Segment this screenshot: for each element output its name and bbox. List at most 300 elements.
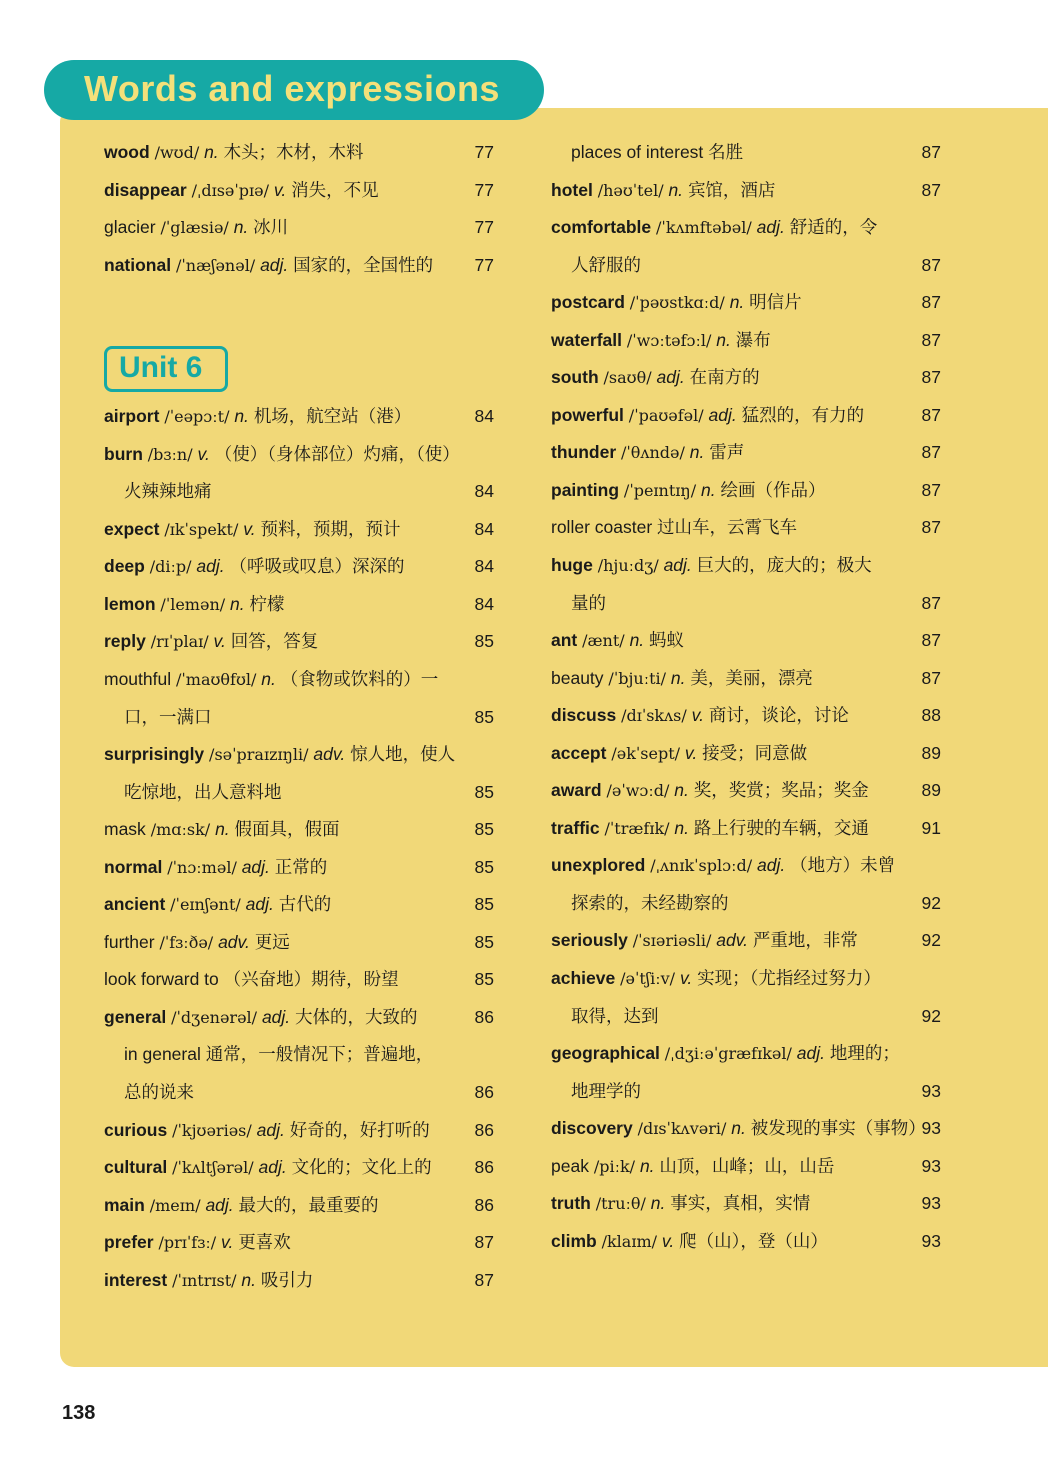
definition: 探索的，未经勘察的 xyxy=(571,892,729,913)
page-ref: 86 xyxy=(474,1194,494,1215)
phonetic: /ænt/ xyxy=(582,631,625,651)
definition: 山顶，山峰；山，山岳 xyxy=(659,1155,835,1176)
part-of-speech: adv. xyxy=(313,744,346,765)
vocab-entry xyxy=(551,885,941,923)
word: glacier xyxy=(104,217,156,238)
vocab-entry xyxy=(551,735,941,773)
word: mouthful xyxy=(104,669,172,690)
part-of-speech: n. xyxy=(233,217,249,238)
phonetic: /meɪn/ xyxy=(149,1195,201,1215)
word: look forward to xyxy=(104,969,219,990)
vocab-entry xyxy=(551,172,941,210)
phonetic: /ˈmaʊθfʊl/ xyxy=(176,670,257,690)
definition: 在南方的 xyxy=(689,367,760,388)
unit-label: Unit 6 xyxy=(119,351,203,385)
vocab-entry xyxy=(551,1073,941,1111)
page-ref: 84 xyxy=(474,556,494,577)
entry-text xyxy=(104,134,364,172)
vocab-entry xyxy=(551,284,941,322)
entry-text xyxy=(551,1223,828,1261)
entry-text xyxy=(104,999,418,1037)
left-column xyxy=(104,134,494,1299)
headword: lemon xyxy=(104,593,156,614)
phonetic: /ˈsɪəriəsli/ xyxy=(632,931,712,951)
phonetic: /hjuːdʒ/ xyxy=(597,556,659,576)
vocab-entry xyxy=(551,810,941,848)
phonetic: /ˈkjʊəriəs/ xyxy=(172,1120,252,1140)
entry-text xyxy=(104,811,340,849)
headword: award xyxy=(551,780,602,801)
definition: 最大的，最重要的 xyxy=(238,1194,379,1215)
part-of-speech: adj. xyxy=(261,1006,291,1027)
page-ref: 93 xyxy=(921,1155,941,1176)
entry-text xyxy=(571,998,659,1036)
phonetic: /mɑːsk/ xyxy=(150,820,211,840)
headword: reply xyxy=(104,631,146,652)
entry-text xyxy=(551,960,881,998)
vocab-entry xyxy=(551,960,941,998)
definition: 猛烈的，有力的 xyxy=(741,404,865,425)
page-ref: 87 xyxy=(921,592,941,613)
vocab-entry xyxy=(551,209,941,247)
definition: 瀑布 xyxy=(735,329,771,350)
definition: 总的说来 xyxy=(124,1082,194,1103)
page-ref: 85 xyxy=(474,969,494,990)
word: roller coaster xyxy=(551,517,653,538)
page-ref: 93 xyxy=(921,1118,941,1139)
phonetic: /dɪˈskʌs/ xyxy=(621,706,687,726)
part-of-speech: v. xyxy=(221,1232,234,1253)
entry-text xyxy=(571,134,743,172)
vocab-entry xyxy=(551,772,941,810)
definition: （兴奋地）期待，盼望 xyxy=(223,969,399,990)
phonetic: /ɪkˈspekt/ xyxy=(164,519,239,539)
headword: surprisingly xyxy=(104,744,205,765)
entry-text xyxy=(104,548,404,586)
phonetic: /səˈpraɪzɪŋli/ xyxy=(209,745,309,765)
definition: 事实，真相，实情 xyxy=(670,1193,811,1214)
phonetic: /ˈkʌltʃərəl/ xyxy=(172,1158,254,1178)
phonetic: /wʊd/ xyxy=(154,143,200,162)
definition: 文化的；文化上的 xyxy=(291,1157,432,1178)
phonetic: /əkˈsept/ xyxy=(611,743,681,763)
page-ref: 77 xyxy=(474,179,494,200)
definition: 美，美丽，漂亮 xyxy=(690,667,813,688)
page-ref: 86 xyxy=(474,1082,494,1103)
word: beauty xyxy=(551,667,604,688)
vocab-entry xyxy=(551,1148,941,1186)
definition: 商讨，谈论，讨论 xyxy=(708,705,849,726)
definition: 路上行驶的车辆，交通 xyxy=(693,817,869,838)
entry-text xyxy=(571,585,606,623)
vocab-entry xyxy=(551,547,941,585)
part-of-speech: n. xyxy=(230,593,245,614)
phonetic: /rɪˈplaɪ/ xyxy=(150,632,209,652)
entry-text xyxy=(551,209,877,247)
entry-text xyxy=(104,623,318,661)
entry-text xyxy=(104,172,379,210)
definition: 火辣辣地痛 xyxy=(124,481,212,502)
entry-text xyxy=(124,699,212,737)
entry-text xyxy=(551,172,775,210)
part-of-speech: n. xyxy=(639,1155,655,1176)
definition: 吸引力 xyxy=(260,1269,314,1290)
vocab-entry xyxy=(104,1262,494,1300)
page-ref: 86 xyxy=(474,1119,494,1140)
vocab-entry xyxy=(551,622,941,660)
page-ref: 87 xyxy=(921,442,941,463)
vocab-entry xyxy=(551,697,941,735)
headword: curious xyxy=(104,1119,168,1140)
part-of-speech: n. xyxy=(731,1118,746,1139)
headword: expect xyxy=(104,518,160,539)
entry-text xyxy=(551,472,825,510)
phonetic: /ˈwɔːtəfɔːl/ xyxy=(626,330,712,350)
part-of-speech: adj. xyxy=(260,254,289,275)
part-of-speech: adj. xyxy=(708,404,737,425)
definition: 机场，航空站（港） xyxy=(253,406,412,427)
page-ref: 87 xyxy=(921,630,941,651)
entry-text xyxy=(104,436,460,474)
page-ref: 85 xyxy=(474,819,494,840)
part-of-speech: adj. xyxy=(656,367,685,388)
right-column xyxy=(551,134,941,1260)
entry-text xyxy=(551,1035,900,1073)
headword: achieve xyxy=(551,968,616,989)
definition: 冰川 xyxy=(253,217,289,238)
headword: prefer xyxy=(104,1232,154,1253)
headword: discovery xyxy=(551,1118,633,1139)
definition: （食物或饮料的）一 xyxy=(280,669,439,690)
part-of-speech: adv. xyxy=(218,931,250,952)
page-ref: 87 xyxy=(921,142,941,162)
entry-text xyxy=(551,810,869,848)
phonetic: /ˈpeɪntɪŋ/ xyxy=(623,480,697,500)
phonetic: /klaɪm/ xyxy=(601,1231,658,1251)
phonetic: /ˌʌnɪkˈsplɔːd/ xyxy=(650,856,753,876)
word: places of interest xyxy=(571,142,704,162)
word: peak xyxy=(551,1155,589,1176)
page-ref: 77 xyxy=(474,142,494,162)
headword: geographical xyxy=(551,1043,660,1064)
headword: accept xyxy=(551,742,607,763)
page-ref: 85 xyxy=(474,856,494,877)
headword: climb xyxy=(551,1230,597,1251)
page-ref: 85 xyxy=(474,894,494,915)
page-ref: 92 xyxy=(921,930,941,951)
entry-text xyxy=(551,697,849,735)
headword: main xyxy=(104,1194,145,1215)
part-of-speech: v. xyxy=(213,631,226,652)
headword: national xyxy=(104,254,172,275)
headword: discuss xyxy=(551,705,617,726)
part-of-speech: adj. xyxy=(245,894,274,915)
phonetic: /ˈnɔːməl/ xyxy=(167,857,237,877)
vocab-entry xyxy=(551,247,941,285)
headword: thunder xyxy=(551,442,617,463)
vocab-entry xyxy=(551,322,941,360)
part-of-speech: adj. xyxy=(796,1043,825,1064)
definition: 正常的 xyxy=(274,856,328,877)
definition: 回答，答复 xyxy=(230,631,319,652)
page-ref: 93 xyxy=(921,1193,941,1214)
vocab-entry xyxy=(551,509,941,547)
phonetic: /diːp/ xyxy=(149,557,192,577)
phonetic: /ˌdʒiːəˈgræfɪkəl/ xyxy=(664,1044,792,1064)
definition: 国家的，全国性的 xyxy=(293,254,434,275)
part-of-speech: v. xyxy=(661,1230,675,1251)
vocab-entry xyxy=(104,1224,494,1262)
page-ref: 77 xyxy=(474,254,494,275)
page-ref: 86 xyxy=(474,1157,494,1178)
phonetic: /piːk/ xyxy=(593,1156,636,1176)
definition: 口，一满口 xyxy=(124,706,212,727)
vocab-entry xyxy=(551,1223,941,1261)
entry-text xyxy=(104,1262,313,1300)
part-of-speech: n. xyxy=(670,667,686,688)
part-of-speech: n. xyxy=(241,1269,257,1290)
phonetic: /ˈeəpɔːt/ xyxy=(164,407,230,427)
entry-text xyxy=(551,1110,926,1148)
definition: 吃惊地，出人意料地 xyxy=(124,781,282,802)
headword: ancient xyxy=(104,894,166,915)
entry-text xyxy=(551,359,760,397)
headword: airport xyxy=(104,406,160,427)
phonetic: /bɜːn/ xyxy=(147,444,193,464)
entry-text xyxy=(571,885,729,923)
phonetic: /ˈglæsiə/ xyxy=(160,218,229,238)
vocab-entry xyxy=(104,849,494,887)
definition: （呼吸或叹息）深深的 xyxy=(229,556,405,577)
page-ref: 87 xyxy=(474,1269,494,1290)
vocab-entry xyxy=(551,397,941,435)
part-of-speech: v. xyxy=(197,443,210,464)
vocab-entry xyxy=(104,999,494,1037)
vocab-entry xyxy=(104,209,494,247)
part-of-speech: adj. xyxy=(196,556,225,577)
headword: hotel xyxy=(551,179,593,200)
entry-text xyxy=(104,1149,432,1187)
entry-text xyxy=(571,1073,641,1111)
phonetic: /həʊˈtel/ xyxy=(597,180,664,200)
part-of-speech: n. xyxy=(629,630,645,651)
page-ref: 87 xyxy=(921,367,941,388)
definition: 蚂蚁 xyxy=(649,630,685,651)
part-of-speech: adj. xyxy=(256,1119,285,1140)
vocab-list-right xyxy=(551,134,941,1260)
vocab-entry xyxy=(104,1036,494,1074)
entry-text xyxy=(104,209,288,247)
definition: 假面具，假面 xyxy=(234,819,340,840)
entry-text xyxy=(104,511,400,549)
part-of-speech: v. xyxy=(273,179,287,200)
definition: 地理的； xyxy=(829,1043,900,1064)
part-of-speech: adj. xyxy=(241,856,270,877)
vocab-entry xyxy=(104,961,494,999)
headword: postcard xyxy=(551,292,625,313)
phonetic: /əˈwɔːd/ xyxy=(606,781,670,801)
entry-text xyxy=(551,397,864,435)
entry-text xyxy=(571,247,641,285)
headword: disappear xyxy=(104,179,187,200)
phonetic: /truːθ/ xyxy=(595,1194,646,1214)
part-of-speech: n. xyxy=(668,179,684,200)
phonetic: /ˈɪntrɪst/ xyxy=(172,1270,237,1290)
entry-text xyxy=(551,622,684,660)
phonetic: /ˈlemən/ xyxy=(160,594,226,614)
page-ref: 87 xyxy=(921,667,941,688)
definition: 绘画（作品） xyxy=(720,479,826,500)
definition: 被发现的事实（事物） xyxy=(750,1118,926,1139)
page-ref: 85 xyxy=(474,631,494,652)
definition: 奖，奖赏；奖品；奖金 xyxy=(693,780,869,801)
phonetic: /ˈbjuːti/ xyxy=(608,668,667,688)
page-ref: 89 xyxy=(921,780,941,801)
headword: truth xyxy=(551,1193,591,1214)
entry-text xyxy=(104,1112,430,1150)
page-ref: 84 xyxy=(474,593,494,614)
page-ref: 87 xyxy=(474,1232,494,1253)
part-of-speech: adv. xyxy=(716,930,749,951)
page-ref: 85 xyxy=(474,781,494,802)
word: mask xyxy=(104,819,146,840)
vocab-entry xyxy=(104,736,494,774)
entry-text xyxy=(551,1148,834,1186)
phonetic: /ˈdʒenərəl/ xyxy=(171,1007,258,1027)
vocab-entry xyxy=(551,472,941,510)
vocab-entry xyxy=(551,1110,941,1148)
definition: 严重地，非常 xyxy=(752,930,858,951)
headword: huge xyxy=(551,555,593,576)
spacer xyxy=(104,284,494,346)
part-of-speech: adj. xyxy=(756,855,786,876)
vocab-entry xyxy=(104,811,494,849)
unit-badge xyxy=(104,346,228,392)
part-of-speech: v. xyxy=(243,518,256,539)
page-ref: 87 xyxy=(921,292,941,313)
phonetic: /ˈpaʊəfəl/ xyxy=(628,405,704,425)
vocab-entry xyxy=(104,247,494,285)
vocab-entry xyxy=(551,359,941,397)
headword: seriously xyxy=(551,930,628,951)
page-ref: 84 xyxy=(474,406,494,427)
definition: 人舒服的 xyxy=(571,254,641,275)
vocab-entry xyxy=(104,586,494,624)
headword: burn xyxy=(104,443,143,464)
part-of-speech: adj. xyxy=(258,1157,287,1178)
page-ref: 77 xyxy=(474,217,494,238)
vocab-entry xyxy=(551,998,941,1036)
headword: comfortable xyxy=(551,217,652,238)
phonetic: /ˈeɪnʃənt/ xyxy=(170,895,241,915)
definition: 更远 xyxy=(254,931,290,952)
entry-text xyxy=(104,886,331,924)
definition: 取得，达到 xyxy=(571,1005,659,1026)
vocab-entry xyxy=(551,585,941,623)
phonetic: /ˈpəʊstkɑːd/ xyxy=(629,293,725,313)
part-of-speech: n. xyxy=(215,819,230,840)
entry-text xyxy=(551,922,858,960)
definition: 通常，一般情况下；普遍地， xyxy=(205,1044,434,1065)
page-ref: 92 xyxy=(921,892,941,913)
vocab-entry xyxy=(551,847,941,885)
page-ref: 92 xyxy=(921,1005,941,1026)
page-ref: 85 xyxy=(474,931,494,952)
vocab-entry xyxy=(104,661,494,699)
definition: 预料，预期，预计 xyxy=(260,518,401,539)
page-number: 138 xyxy=(62,1402,96,1424)
definition: 木头；木材，木料 xyxy=(223,142,364,162)
page-ref: 88 xyxy=(921,705,941,726)
part-of-speech: n. xyxy=(261,669,276,690)
entry-text xyxy=(551,547,872,585)
vocab-entry xyxy=(104,1149,494,1187)
phonetic: /ˈθʌndə/ xyxy=(621,443,685,463)
part-of-speech: adj. xyxy=(663,555,692,576)
part-of-speech: n. xyxy=(674,817,690,838)
vocab-entry xyxy=(104,774,494,812)
definition: 名胜 xyxy=(708,142,744,162)
entry-text xyxy=(551,847,895,885)
definition: 实现；（尤指经过努力） xyxy=(697,968,881,989)
vocab-entry xyxy=(551,134,941,172)
entry-text xyxy=(104,586,285,624)
vocab-entry xyxy=(104,886,494,924)
part-of-speech: n. xyxy=(204,142,219,162)
vocab-entry xyxy=(551,1185,941,1223)
definition: 巨大的，庞大的；极大 xyxy=(696,555,872,576)
definition: 过山车，云霄飞车 xyxy=(657,517,798,538)
entry-text xyxy=(104,398,411,436)
headword: south xyxy=(551,367,599,388)
entry-text xyxy=(551,772,869,810)
phonetic: /ˈtræfɪk/ xyxy=(604,818,670,838)
headword: traffic xyxy=(551,817,600,838)
vocab-entry xyxy=(104,1187,494,1225)
definition: （使）（身体部位）灼痛，（使） xyxy=(214,443,460,464)
vocab-entry xyxy=(104,1074,494,1112)
phonetic: /dɪsˈkʌvəri/ xyxy=(637,1119,727,1139)
headword: waterfall xyxy=(551,329,622,350)
part-of-speech: n. xyxy=(700,479,716,500)
phonetic: /ˈfɜːðə/ xyxy=(159,932,214,952)
page-ref: 89 xyxy=(921,742,941,763)
part-of-speech: n. xyxy=(234,406,249,427)
page-ref: 87 xyxy=(921,517,941,538)
entry-text xyxy=(551,509,797,547)
vocab-list-continued xyxy=(104,134,494,284)
definition: 古代的 xyxy=(278,894,332,915)
section-title: Words and expressions xyxy=(84,68,500,109)
part-of-speech: n. xyxy=(689,442,705,463)
definition: 爬（山），登（山） xyxy=(679,1230,828,1251)
definition: 柠檬 xyxy=(249,593,285,614)
entry-text xyxy=(104,849,327,887)
part-of-speech: n. xyxy=(674,780,689,801)
phonetic: /saʊθ/ xyxy=(603,368,652,388)
entry-text xyxy=(104,736,455,774)
phonetic: /əˈtʃiːv/ xyxy=(620,969,676,989)
page-ref: 85 xyxy=(474,706,494,727)
vocab-entry xyxy=(104,511,494,549)
word: in general xyxy=(124,1044,201,1065)
page-ref: 93 xyxy=(921,1230,941,1251)
phonetic: /ˈnæʃənəl/ xyxy=(175,255,256,275)
part-of-speech: n. xyxy=(650,1193,666,1214)
headword: interest xyxy=(104,1269,168,1290)
part-of-speech: v. xyxy=(679,968,693,989)
phonetic: /prɪˈfɜː/ xyxy=(158,1233,217,1253)
